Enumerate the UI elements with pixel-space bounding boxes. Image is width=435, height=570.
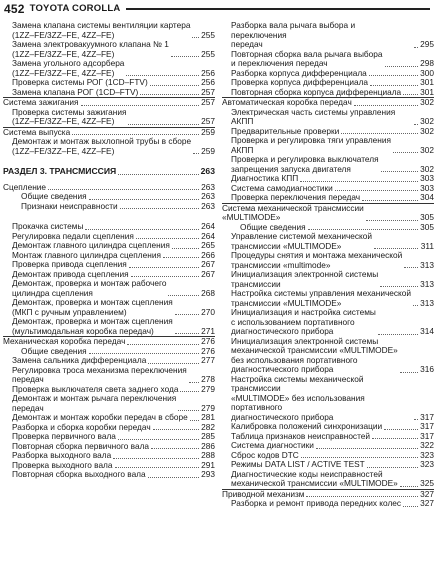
toc-entry-page: 276 [201,345,215,356]
toc-entry [3,394,215,413]
page-number: 452 [4,1,25,16]
dot-leader [366,219,418,221]
toc-entry [222,21,434,50]
toc-entry-title: Монтаж главного цилиндра сцепления [12,249,161,260]
dot-leader [380,285,418,287]
toc-entry-title: Повторная сборка выходного вала [12,469,146,479]
dot-leader [127,343,199,345]
dot-leader [131,275,199,277]
toc-entry [222,308,434,337]
toc-entry-title: Замена электровакуумного клапана № 1 (1ZZ–FE/3ZZ–FE, 4ZZ–FE) [12,39,169,59]
toc-entry [3,59,215,78]
toc-entry [222,193,434,203]
toc-entry-page: 305 [420,221,434,232]
dot-leader [414,46,418,48]
toc-entry [222,337,434,375]
toc-entry-page: 285 [201,431,215,441]
page-header [4,0,430,17]
toc-entry [3,108,215,127]
dot-leader [120,207,199,209]
toc-entry-title: Замена клапана РОГ (1CD–FTV) [12,86,139,97]
toc-entry-page: 323 [420,459,434,469]
dot-leader [384,428,418,430]
toc-entry [3,21,215,40]
toc-entry-page: 302 [420,116,434,126]
dot-leader [341,132,418,134]
toc-entry-title: Управление системой механической трансмиссии «MULTIMODE» [231,231,373,251]
toc-entry-title: Замена сальника дифференциала [12,355,147,365]
dot-leader [175,313,199,315]
dot-leader [308,228,418,230]
dot-leader [300,180,418,182]
toc-entry-title: Механическая коробка передач [3,336,126,346]
toc-entry-page: 291 [201,459,215,470]
toc-entry-title: Разборка вала рычага выбора и переключения передач [231,20,356,49]
dot-leader [190,419,199,421]
dot-leader [150,84,199,86]
toc-entry-page: 325 [420,478,434,488]
toc-entry-page: 256 [201,67,215,78]
toc-entry [3,88,215,98]
toc-entry-title: Система самодиагностики [231,182,333,193]
header-rule [126,8,430,10]
running-title: TOYOTA COROLLA [29,3,121,14]
toc-entry [222,155,434,174]
toc-entry [222,88,434,98]
toc-entry [3,137,215,156]
dot-leader [400,371,418,373]
toc-entry-title: Проверка и регулировка тяги управления АКПП [231,135,391,155]
toc-entry-title: Проверка выходного вала [12,459,113,470]
toc-entry-title: Предварительные проверки [231,125,340,136]
toc-entry-page: 293 [201,469,215,479]
toc-entry-title: Инициализация и настройка системы с использованием портативного диагностического прибора [231,307,376,336]
toc-entry-page: 277 [201,355,215,365]
toc-entry-title: Проверка и регулировка выключателя запрещения запуска двигателя [231,154,379,174]
dot-leader [136,237,199,239]
toc-entry-page: 259 [201,126,215,137]
toc-entry [3,97,215,108]
toc-entry-title: Проверка привода сцепления [12,259,127,269]
toc-entry-page: 298 [420,58,434,68]
toc-entry [222,50,434,69]
toc-entry-page: 264 [201,221,215,231]
toc-entry [3,40,215,59]
toc-entry [222,97,434,108]
toc-entry [222,203,434,223]
toc-entry-page: 263 [201,200,215,211]
dot-leader [118,438,199,440]
toc-entry-title: Приводной механизм [222,488,305,499]
toc-entry-page: 301 [420,86,434,97]
toc-entry [222,108,434,127]
toc-entry-title: Проверка корпуса дифференциала [231,77,369,87]
toc-entry-title: Проверка системы РОГ (1CD–FTV) [12,77,148,87]
toc-column-right [222,21,434,509]
toc-entry-title: Проверка переключения передач [231,192,361,202]
dot-leader [414,418,418,420]
dot-leader [192,36,199,38]
toc-entry-page: 266 [201,249,215,260]
toc-entry-title: Настройка системы механической трансмиссии «MULTIMODE» без использования портативного диагностического прибора [231,373,365,422]
toc-entry-title: Электрическая часть системы управления АКПП [231,106,396,126]
toc-entry-page: 279 [201,402,215,413]
toc-entry [3,317,215,336]
toc-entry [222,499,434,509]
dot-leader [316,447,418,449]
toc-entry-title: Проверка выключателя света заднего хода [12,383,179,394]
toc-entry-page: 300 [420,67,434,78]
toc-entry-title: Общие сведения [21,345,87,356]
toc-entry-page: 270 [201,306,215,317]
dot-leader [393,151,418,153]
toc-entry-title: Настройка системы управления механической трансмиссии «MULTIMODE» [231,288,412,308]
toc-entry-page: 314 [420,326,434,336]
toc-entry-page: 282 [201,421,215,432]
toc-entry-page: 317 [420,430,434,441]
dot-leader [148,476,199,478]
toc-entry-title: Система механической трансмиссии «MULTIMODE» [222,202,364,222]
toc-entry-title: Проверка первичного вала [12,431,116,441]
toc-entry-title: Демонтаж привода сцепления [12,268,129,279]
dot-leader [126,74,199,76]
toc-entry-page: 303 [420,173,434,183]
dot-leader [367,466,418,468]
toc-entry-page: 302 [420,125,434,136]
toc-entry-page: 317 [420,421,434,431]
toc-entry-title: Разборка выходного вала [12,450,112,460]
toc-entry-page: 278 [201,374,215,384]
toc-entry-title: Диагностика КПП [231,173,299,183]
toc-entry-title: Система выпуска [3,126,71,137]
toc-entry-title: Инициализация электронной системы механической трансмиссии «MULTIMODE» без использования портативного диагностического прибора [231,335,398,374]
toc-entry-page: 255 [201,48,215,59]
toc-entry-page: 259 [201,145,215,156]
toc-entry-page: 256 [201,77,215,87]
toc-entry [222,289,434,308]
toc-entry-page: 316 [420,364,434,374]
toc-entry-page: 323 [420,449,434,460]
dot-leader [374,247,418,249]
dot-leader [85,228,199,230]
dot-leader [168,294,199,296]
toc-entry-page: 322 [420,440,434,450]
dot-leader [301,456,418,458]
dot-leader [385,65,418,67]
toc-entry-title: Разборка и сборка коробки передач [12,421,151,432]
toc-entry-page: 295 [420,39,434,49]
dot-leader [118,173,198,175]
dot-leader [189,381,199,383]
toc-entry-title: Повторная сборка первичного вала [12,440,150,451]
dot-leader [153,428,199,430]
dot-leader [89,198,199,200]
toc-entry-page: 313 [420,278,434,289]
toc-entry-title: Проверка системы зажигания (1ZZ–FE/3ZZ–FE, 4ZZ–FE) [12,106,127,126]
toc-entry-page: 265 [201,240,215,250]
toc-entry-page: 276 [201,336,215,346]
dot-leader [378,333,418,335]
toc-entry-title: Калибровка положений синхронизации [231,421,383,431]
toc-entry-title: Общие сведения [21,191,87,201]
toc-entry-title: Демонтаж и монтаж рычага переключения передач [12,393,177,413]
dot-leader [81,104,200,106]
toc-column-left [3,21,215,480]
dot-leader [172,247,199,249]
toc-entry-title: Демонтаж главного цилиндра сцепления [12,240,170,250]
toc-entry-title: Разборка корпуса дифференциала [231,67,367,78]
toc-entry-page: 267 [201,259,215,269]
toc-entry-page: 304 [420,192,434,202]
dot-leader [400,485,418,487]
toc-section-heading [3,167,215,177]
dot-leader [413,304,418,306]
dot-leader [148,362,199,364]
dot-leader [113,457,199,459]
toc-entry-title: Процедуры снятия и монтажа механической трансмиссии «multimode» [231,250,403,270]
dot-leader [335,189,418,191]
toc-entry-page: 279 [201,383,215,394]
toc-entry [222,375,434,423]
dot-leader [414,123,418,125]
toc-entry-title: Инициализация электронной системы трансмиссии [231,269,379,289]
toc-entry-title: Автоматическая коробка передач [222,97,352,107]
toc-entry-title: Демонтаж и монтаж выхлопной трубы в сборе (1ZZ–FE/3ZZ–FE, 4ZZ–FE) [12,136,192,156]
toc-entry-page: 286 [201,440,215,451]
toc-entry-page: 302 [420,97,434,107]
toc-entry-page: 268 [201,287,215,298]
toc-entry-title: Регулировка педали сцепления [12,230,134,241]
toc-entry-title: РАЗДЕЛ 3. ТРАНСМИССИЯ [3,166,117,176]
dot-leader [48,188,199,190]
toc-entry-page: 327 [420,498,434,508]
dot-leader [306,495,418,497]
toc-entry-page: 305 [420,212,434,222]
dot-leader [372,437,418,439]
dot-leader [404,266,418,268]
toc-entry-title: Разборка и ремонт привода передних колес [231,498,402,508]
toc-entry-page: 281 [201,412,215,422]
toc-entry-page: 301 [420,77,434,87]
toc-entry-title: Повторная сборка вала рычага выбора и переключения передач [231,48,383,68]
toc-entry [222,470,434,489]
toc-entry-page: 302 [420,144,434,155]
dot-leader [403,505,418,507]
dot-leader [129,266,199,268]
toc-entry-title: Демонтаж, проверка и монтаж рабочего цилиндра сцепления [12,278,167,298]
toc-entry-title: Замена угольного адсорбера (1ZZ–FE/3ZZ–FE, 4ZZ–FE) [12,58,125,78]
toc-entry-title: Демонтаж, проверка и монтаж сцепления (мультимодальная коробка передач) [12,316,173,336]
toc-entry-page: 264 [201,230,215,241]
dot-leader [370,84,418,86]
dot-leader [140,93,199,95]
toc-entry-title: Таблица признаков неисправностей [231,430,371,441]
dot-leader [171,55,199,57]
toc-entry-page: 267 [201,268,215,279]
toc-entry-page: 288 [201,450,215,460]
toc-entry-page: 317 [420,411,434,422]
toc-entry [222,251,434,270]
toc-entry-title: Демонтаж и монтаж коробки передач в сборе [12,412,188,422]
dot-leader [128,123,199,125]
toc-entry-page: 257 [201,97,215,107]
toc-entry-page: 313 [420,259,434,270]
toc-entry [222,270,434,289]
toc-entry [222,232,434,251]
dot-leader [72,133,199,135]
dot-leader [178,409,199,411]
dot-leader [369,74,418,76]
toc-entry-page: 263 [200,166,215,176]
toc-entry [3,202,215,212]
toc-entry-title: Общие сведения [240,221,306,232]
toc-entry-page: 263 [201,181,215,192]
dot-leader [180,390,199,392]
toc-entry-page: 303 [420,182,434,193]
dot-leader [193,152,199,154]
dot-leader [151,447,199,449]
toc-entry-title: Сцепление [3,181,47,192]
toc-entry-title: Диагностические коды неисправностей механической трансмиссии «MULTIMODE» [231,468,398,488]
toc-entry-title: Повторная сборка корпуса дифференциала [231,86,402,97]
dot-leader [115,466,199,468]
dot-leader [89,352,199,354]
toc-entry-title: Демонтаж, проверка и монтаж сцепления (МКП с ручным управлением) [12,297,173,317]
toc-entry-title: Прокачка системы [12,221,84,231]
toc-entry [3,470,215,480]
toc-entry-title: Система зажигания [3,97,79,107]
toc-entry-page: 255 [201,29,215,40]
toc-entry-title: Замена клапана системы вентиляции картера (1ZZ–FE/3ZZ–FE, 4ZZ–FE) [12,20,191,40]
toc-entry-page: 327 [420,488,434,499]
dot-leader [175,332,199,334]
dot-leader [354,104,418,106]
toc-entry-title: Режимы DATA LIST / ACTIVE TEST [231,459,365,469]
toc-entry-page: 257 [201,116,215,126]
toc-entry [3,298,215,317]
dot-leader [381,170,418,172]
toc-entry-title: Регулировка троса механизма переключения передач [12,364,187,384]
dot-leader [362,199,418,201]
toc-entry-title: Сброс кодов DTC [231,449,299,460]
toc-entry-page: 263 [201,191,215,201]
toc-entry [3,366,215,385]
dot-leader [163,256,199,258]
toc-entry-page: 271 [201,325,215,336]
toc-entry [3,279,215,298]
toc-entry [222,136,434,155]
toc-entry-title: Признаки неисправности [21,200,118,211]
dot-leader [403,93,418,95]
toc-entry-page: 313 [420,297,434,308]
toc-entry-page: 257 [201,86,215,97]
toc-entry-page: 302 [420,163,434,174]
toc-entry-title: Система диагностики [231,440,314,450]
toc-entry [3,336,215,347]
toc-entry-page: 311 [420,240,434,251]
